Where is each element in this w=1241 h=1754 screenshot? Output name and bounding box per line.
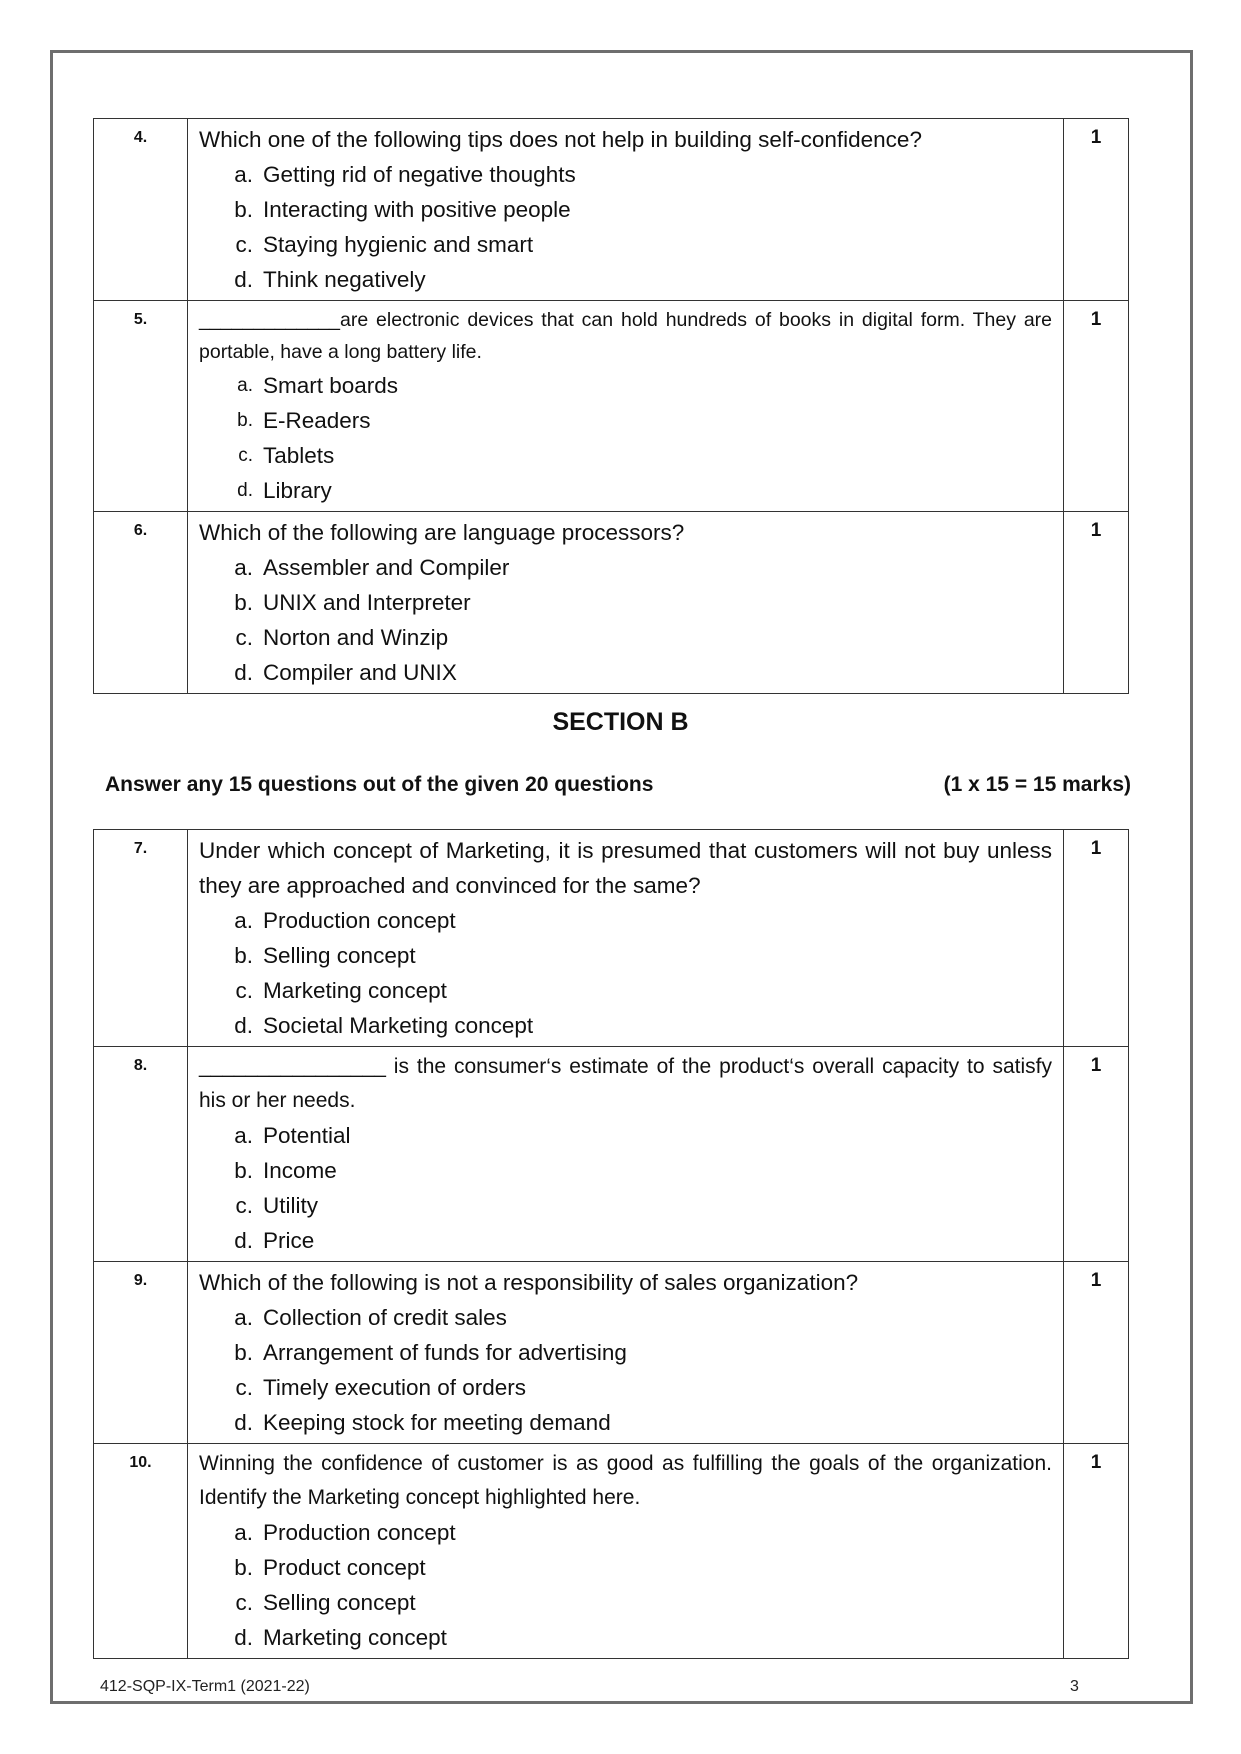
options-list — [199, 1515, 1052, 1655]
option-item: a. Getting rid of negative thoughts — [234, 162, 576, 187]
question-table-section-b — [93, 829, 1129, 1659]
question-number: 10. — [94, 1444, 188, 1659]
option-item: d. Societal Marketing concept — [234, 1013, 534, 1038]
question-text: _____________are electronic devices that can hold hundreds of books in digital form. They are portable, have a long battery life. — [199, 309, 1052, 363]
option-item: c. Staying hygienic and smart — [235, 232, 534, 257]
option-item: d. Library — [237, 478, 332, 503]
page-number: 3 — [1070, 1678, 1079, 1695]
footer-code: 412-SQP-IX-Term1 (2021-22) — [100, 1678, 310, 1695]
question-number: 5. — [94, 301, 188, 512]
option-item: d. Marketing concept — [234, 1625, 447, 1650]
question-text: Under which concept of Marketing, it is presumed that customers will not buy unless they are approached and convinced for the same? — [199, 838, 1052, 898]
option-item: b. Income — [234, 1158, 337, 1183]
question-number: 7. — [94, 830, 188, 1047]
question-row — [94, 1444, 1129, 1659]
question-row — [94, 512, 1129, 694]
option-item: a. Assembler and Compiler — [234, 555, 510, 580]
question-text: Which of the following are language processors? — [199, 520, 685, 545]
section-instruction: Answer any 15 questions out of the given 20 questions — [105, 773, 654, 796]
question-marks: 1 — [1064, 119, 1129, 301]
option-item: a. Collection of credit sales — [234, 1305, 507, 1330]
question-text: Which one of the following tips does not help in building self-confidence? — [199, 127, 922, 152]
question-marks: 1 — [1064, 1047, 1129, 1262]
option-item: c. Selling concept — [235, 1590, 416, 1615]
option-item: d. Keeping stock for meeting demand — [234, 1410, 611, 1435]
question-body — [188, 1262, 1064, 1444]
question-row — [94, 301, 1129, 512]
option-item: b. Product concept — [234, 1555, 426, 1580]
question-body — [188, 1444, 1064, 1659]
question-body — [188, 119, 1064, 301]
options-list — [199, 1300, 1052, 1440]
option-item: d. Price — [234, 1228, 315, 1253]
option-item: b. UNIX and Interpreter — [234, 590, 471, 615]
question-marks: 1 — [1064, 830, 1129, 1047]
question-number: 8. — [94, 1047, 188, 1262]
options-list — [199, 157, 1052, 297]
option-item: b. Selling concept — [234, 943, 416, 968]
question-number: 9. — [94, 1262, 188, 1444]
option-item: a. Production concept — [234, 1520, 456, 1545]
section-title: SECTION B — [552, 708, 689, 736]
question-row — [94, 1262, 1129, 1444]
question-marks: 1 — [1064, 1262, 1129, 1444]
option-item: c. Tablets — [238, 443, 335, 468]
question-body — [188, 301, 1064, 512]
question-text: ________________ is the consumer‘s estimate of the product‘s overall capacity to satisfy his or her needs. — [199, 1055, 1052, 1112]
option-item: b. Arrangement of funds for advertising — [234, 1340, 627, 1365]
question-number: 6. — [94, 512, 188, 694]
option-item: d. Think negatively — [234, 267, 426, 292]
option-item: d. Compiler and UNIX — [234, 660, 457, 685]
option-item: c. Norton and Winzip — [235, 625, 449, 650]
question-table-section-a — [93, 118, 1129, 694]
options-list — [199, 903, 1052, 1043]
question-marks: 1 — [1064, 1444, 1129, 1659]
question-marks: 1 — [1064, 512, 1129, 694]
option-item: c. Utility — [235, 1193, 318, 1218]
question-body — [188, 512, 1064, 694]
question-row — [94, 1047, 1129, 1262]
question-body — [188, 1047, 1064, 1262]
options-list — [199, 368, 1052, 508]
options-list — [199, 1118, 1052, 1258]
question-text: Winning the confidence of customer is as good as fulfilling the goals of the organization. Identify the Marketing concept highlighted here. — [199, 1452, 1052, 1509]
option-item: b. Interacting with positive people — [234, 197, 571, 222]
option-item: c. Marketing concept — [235, 978, 447, 1003]
option-item: a. Smart boards — [237, 373, 399, 398]
question-body — [188, 830, 1064, 1047]
question-row — [94, 830, 1129, 1047]
section-marks-note: (1 x 15 = 15 marks) — [943, 773, 1131, 796]
question-number: 4. — [94, 119, 188, 301]
option-item: a. Production concept — [234, 908, 456, 933]
option-item: b. E-Readers — [237, 408, 371, 433]
option-item: c. Timely execution of orders — [235, 1375, 527, 1400]
question-text: Which of the following is not a responsibility of sales organization? — [199, 1270, 859, 1295]
options-list — [199, 550, 1052, 690]
question-marks: 1 — [1064, 301, 1129, 512]
option-item: a. Potential — [234, 1123, 351, 1148]
question-row — [94, 119, 1129, 301]
